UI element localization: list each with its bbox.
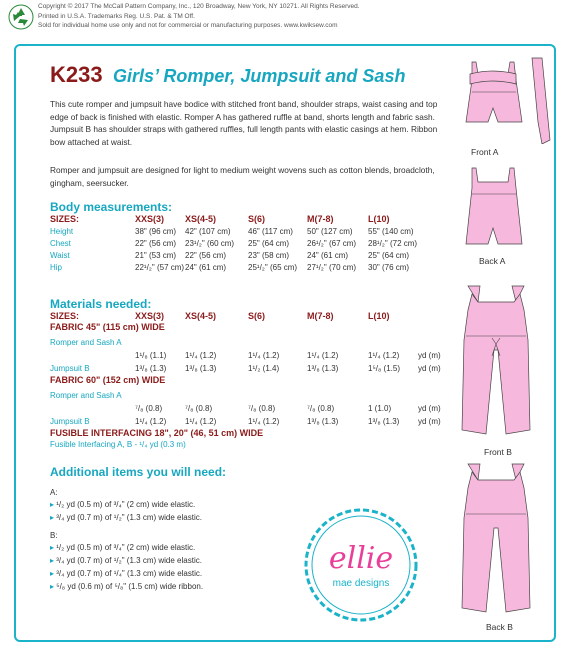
front-a-illustration [458,52,554,144]
list-item: ▸ ³/₄ yd (0.7 m) of ¹/₂" (1.3 cm) wide elastic. [50,513,202,522]
copyright-line-1: Copyright © 2017 The McCall Pattern Company, Inc., 120 Broadway, New York, NY 10271. All Rights Reserved. [38,3,360,10]
additional-items-heading: Additional items you will need: [50,465,227,479]
ellie-mae-logo [302,506,420,624]
front-a-caption: Front A [471,147,499,157]
back-a-caption: Back A [479,256,506,266]
materials-heading: Materials needed: [50,297,152,311]
list-item: ▸ ¹/₂ yd (0.5 m) of ³/₄" (2 cm) wide elastic. [50,543,196,552]
copyright-line-2: Printed in U.S.A. Trademarks Reg. U.S. Pat. & TM Off. [38,12,195,20]
description-paragraph: This cute romper and jumpsuit have bodice with stitched front band, shoulder straps, waist casing and top edge of back is finished with elastic. Romper A has gathered ruffle at band, shorts length and fabric sash. Jumpsuit B has shoulder straps with gathered ruffles, full length pants with elastic casings at hem. Ribbon bow attached at waist. [50,99,438,147]
additional-a-label: A: [50,488,58,497]
front-b-illustration [456,280,544,440]
back-a-illustration [458,164,538,248]
front-b-caption: Front B [484,447,512,457]
copyright-line-3: Sold for individual home use only and not for commercial or manufacturing purposes. www.kwiksew.com [38,22,338,29]
list-item: ▸ ³/₄ yd (0.7 m) of ¹/₄" (1.3 cm) wide elastic. [50,569,203,578]
pattern-title [50,62,405,88]
back-b-caption: Back B [486,622,513,632]
list-item: ▸ ³/₄ yd (0.7 m) of ¹/₂" (1.3 cm) wide elastic. [50,556,202,565]
additional-b-label: B: [50,531,58,540]
pattern-name: Girls’ Romper, Jumpsuit and Sash [113,66,406,86]
pattern-code: K233 [50,62,103,87]
recycle-icon [8,4,34,30]
svg-text:mae designs: mae designs [332,578,390,589]
list-item: ▸ ¹/₂ yd (0.5 m) of ³/₄" (2 cm) wide elastic. [50,500,196,509]
copyright-block [38,2,558,31]
back-b-illustration [456,458,544,618]
body-measurements-heading: Body measurements: [50,200,173,214]
fabric-suggestions: Romper and jumpsuit are designed for light to medium weight wovens such as cotton blends, broadcloth, gingham, seersucker. [50,165,435,188]
svg-text:ellie: ellie [328,541,394,576]
list-item: ▸ ⁵/₈ yd (0.6 m) of ⁵/₈" (1.5 cm) wide ribbon. [50,582,204,591]
